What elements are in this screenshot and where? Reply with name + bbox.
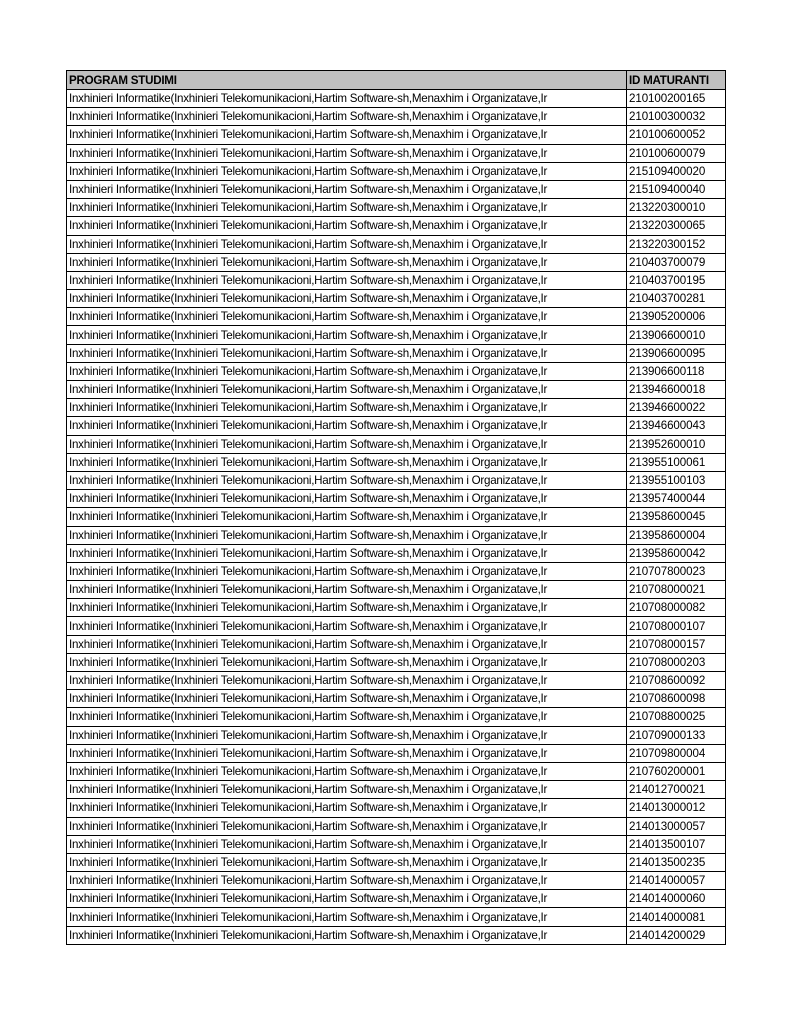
- table-row: [67, 453, 726, 471]
- table-row: [67, 217, 726, 235]
- table-row: [67, 381, 726, 399]
- program-cell: Inxhinieri Informatike(Inxhinieri Telekomunikacioni,Hartim Software-sh,Menaxhim i Organizatave,Ir: [67, 417, 627, 435]
- program-cell: Inxhinieri Informatike(Inxhinieri Telekomunikacioni,Hartim Software-sh,Menaxhim i Organizatave,Ir: [67, 526, 627, 544]
- id-cell: 214014000060: [627, 890, 726, 908]
- table-body: [67, 90, 726, 945]
- program-cell: Inxhinieri Informatike(Inxhinieri Telekomunikacioni,Hartim Software-sh,Menaxhim i Organizatave,Ir: [67, 744, 627, 762]
- id-cell: 213906600095: [627, 344, 726, 362]
- program-cell: Inxhinieri Informatike(Inxhinieri Telekomunikacioni,Hartim Software-sh,Menaxhim i Organizatave,Ir: [67, 544, 627, 562]
- id-cell: 213946600018: [627, 381, 726, 399]
- id-cell: 213958600045: [627, 508, 726, 526]
- id-cell: 215109400040: [627, 180, 726, 198]
- id-cell: 210403700281: [627, 290, 726, 308]
- table-row: [67, 399, 726, 417]
- program-cell: Inxhinieri Informatike(Inxhinieri Telekomunikacioni,Hartim Software-sh,Menaxhim i Organizatave,Ir: [67, 108, 627, 126]
- id-cell: 210709000133: [627, 726, 726, 744]
- table-row: [67, 690, 726, 708]
- id-cell: 213958600042: [627, 544, 726, 562]
- program-cell: Inxhinieri Informatike(Inxhinieri Telekomunikacioni,Hartim Software-sh,Menaxhim i Organizatave,Ir: [67, 344, 627, 362]
- id-cell: 213946600022: [627, 399, 726, 417]
- id-cell: 210708600092: [627, 672, 726, 690]
- program-cell: Inxhinieri Informatike(Inxhinieri Telekomunikacioni,Hartim Software-sh,Menaxhim i Organizatave,Ir: [67, 762, 627, 780]
- program-cell: Inxhinieri Informatike(Inxhinieri Telekomunikacioni,Hartim Software-sh,Menaxhim i Organizatave,Ir: [67, 781, 627, 799]
- id-cell: 210709800004: [627, 744, 726, 762]
- table-row: [67, 562, 726, 580]
- program-cell: Inxhinieri Informatike(Inxhinieri Telekomunikacioni,Hartim Software-sh,Menaxhim i Organizatave,Ir: [67, 617, 627, 635]
- program-cell: Inxhinieri Informatike(Inxhinieri Telekomunikacioni,Hartim Software-sh,Menaxhim i Organizatave,Ir: [67, 908, 627, 926]
- program-cell: Inxhinieri Informatike(Inxhinieri Telekomunikacioni,Hartim Software-sh,Menaxhim i Organizatave,Ir: [67, 90, 627, 108]
- table-row: [67, 799, 726, 817]
- program-cell: Inxhinieri Informatike(Inxhinieri Telekomunikacioni,Hartim Software-sh,Menaxhim i Organizatave,Ir: [67, 490, 627, 508]
- table-row: [67, 581, 726, 599]
- id-cell: 213906600010: [627, 326, 726, 344]
- table-row: [67, 126, 726, 144]
- program-cell: Inxhinieri Informatike(Inxhinieri Telekomunikacioni,Hartim Software-sh,Menaxhim i Organizatave,Ir: [67, 199, 627, 217]
- table-row: [67, 599, 726, 617]
- id-cell: 215109400020: [627, 162, 726, 180]
- table-row: [67, 817, 726, 835]
- id-cell: 214013500107: [627, 835, 726, 853]
- program-cell: Inxhinieri Informatike(Inxhinieri Telekomunikacioni,Hartim Software-sh,Menaxhim i Organizatave,Ir: [67, 853, 627, 871]
- program-cell: Inxhinieri Informatike(Inxhinieri Telekomunikacioni,Hartim Software-sh,Menaxhim i Organizatave,Ir: [67, 399, 627, 417]
- id-cell: 213955100103: [627, 471, 726, 489]
- program-cell: Inxhinieri Informatike(Inxhinieri Telekomunikacioni,Hartim Software-sh,Menaxhim i Organizatave,Ir: [67, 308, 627, 326]
- program-cell: Inxhinieri Informatike(Inxhinieri Telekomunikacioni,Hartim Software-sh,Menaxhim i Organizatave,Ir: [67, 872, 627, 890]
- table-row: [67, 617, 726, 635]
- program-cell: Inxhinieri Informatike(Inxhinieri Telekomunikacioni,Hartim Software-sh,Menaxhim i Organizatave,Ir: [67, 726, 627, 744]
- table-header: [67, 71, 726, 90]
- table-row: [67, 435, 726, 453]
- table-row: [67, 762, 726, 780]
- table-row: [67, 326, 726, 344]
- table-row: [67, 890, 726, 908]
- id-cell: 213957400044: [627, 490, 726, 508]
- program-cell: Inxhinieri Informatike(Inxhinieri Telekomunikacioni,Hartim Software-sh,Menaxhim i Organizatave,Ir: [67, 635, 627, 653]
- program-cell: Inxhinieri Informatike(Inxhinieri Telekomunikacioni,Hartim Software-sh,Menaxhim i Organizatave,Ir: [67, 217, 627, 235]
- id-cell: 210708000021: [627, 581, 726, 599]
- program-cell: Inxhinieri Informatike(Inxhinieri Telekomunikacioni,Hartim Software-sh,Menaxhim i Organizatave,Ir: [67, 672, 627, 690]
- table-row: [67, 417, 726, 435]
- program-cell: Inxhinieri Informatike(Inxhinieri Telekomunikacioni,Hartim Software-sh,Menaxhim i Organizatave,Ir: [67, 562, 627, 580]
- program-cell: Inxhinieri Informatike(Inxhinieri Telekomunikacioni,Hartim Software-sh,Menaxhim i Organizatave,Ir: [67, 162, 627, 180]
- table-row: [67, 108, 726, 126]
- program-cell: Inxhinieri Informatike(Inxhinieri Telekomunikacioni,Hartim Software-sh,Menaxhim i Organizatave,Ir: [67, 708, 627, 726]
- table-row: [67, 144, 726, 162]
- program-cell: Inxhinieri Informatike(Inxhinieri Telekomunikacioni,Hartim Software-sh,Menaxhim i Organizatave,Ir: [67, 690, 627, 708]
- id-cell: 210708000082: [627, 599, 726, 617]
- program-cell: Inxhinieri Informatike(Inxhinieri Telekomunikacioni,Hartim Software-sh,Menaxhim i Organizatave,Ir: [67, 817, 627, 835]
- program-cell: Inxhinieri Informatike(Inxhinieri Telekomunikacioni,Hartim Software-sh,Menaxhim i Organizatave,Ir: [67, 508, 627, 526]
- table-row: [67, 781, 726, 799]
- id-cell: 210403700195: [627, 271, 726, 289]
- program-cell: Inxhinieri Informatike(Inxhinieri Telekomunikacioni,Hartim Software-sh,Menaxhim i Organizatave,Ir: [67, 126, 627, 144]
- id-cell: 213905200006: [627, 308, 726, 326]
- id-cell: 213955100061: [627, 453, 726, 471]
- table-row: [67, 253, 726, 271]
- program-cell: Inxhinieri Informatike(Inxhinieri Telekomunikacioni,Hartim Software-sh,Menaxhim i Organizatave,Ir: [67, 253, 627, 271]
- id-cell: 213220300065: [627, 217, 726, 235]
- table-row: [67, 199, 726, 217]
- table-row: [67, 308, 726, 326]
- header-row: [67, 71, 726, 90]
- id-cell: 210708800025: [627, 708, 726, 726]
- id-cell: 213220300010: [627, 199, 726, 217]
- program-cell: Inxhinieri Informatike(Inxhinieri Telekomunikacioni,Hartim Software-sh,Menaxhim i Organizatave,Ir: [67, 435, 627, 453]
- program-cell: Inxhinieri Informatike(Inxhinieri Telekomunikacioni,Hartim Software-sh,Menaxhim i Organizatave,Ir: [67, 271, 627, 289]
- id-cell: 210100300032: [627, 108, 726, 126]
- student-id-table: [66, 70, 726, 945]
- table-row: [67, 344, 726, 362]
- program-cell: Inxhinieri Informatike(Inxhinieri Telekomunikacioni,Hartim Software-sh,Menaxhim i Organizatave,Ir: [67, 581, 627, 599]
- table-row: [67, 872, 726, 890]
- table-row: [67, 908, 726, 926]
- table-row: [67, 744, 726, 762]
- program-cell: Inxhinieri Informatike(Inxhinieri Telekomunikacioni,Hartim Software-sh,Menaxhim i Organizatave,Ir: [67, 653, 627, 671]
- table-row: [67, 835, 726, 853]
- table-row: [67, 290, 726, 308]
- program-cell: Inxhinieri Informatike(Inxhinieri Telekomunikacioni,Hartim Software-sh,Menaxhim i Organizatave,Ir: [67, 362, 627, 380]
- program-cell: Inxhinieri Informatike(Inxhinieri Telekomunikacioni,Hartim Software-sh,Menaxhim i Organizatave,Ir: [67, 290, 627, 308]
- table-row: [67, 672, 726, 690]
- program-cell: Inxhinieri Informatike(Inxhinieri Telekomunikacioni,Hartim Software-sh,Menaxhim i Organizatave,Ir: [67, 799, 627, 817]
- table-row: [67, 180, 726, 198]
- table-row: [67, 726, 726, 744]
- table-row: [67, 635, 726, 653]
- program-cell: Inxhinieri Informatike(Inxhinieri Telekomunikacioni,Hartim Software-sh,Menaxhim i Organizatave,Ir: [67, 144, 627, 162]
- column-header-program: PROGRAM STUDIMI: [67, 71, 627, 90]
- program-cell: Inxhinieri Informatike(Inxhinieri Telekomunikacioni,Hartim Software-sh,Menaxhim i Organizatave,Ir: [67, 926, 627, 944]
- program-cell: Inxhinieri Informatike(Inxhinieri Telekomunikacioni,Hartim Software-sh,Menaxhim i Organizatave,Ir: [67, 180, 627, 198]
- program-cell: Inxhinieri Informatike(Inxhinieri Telekomunikacioni,Hartim Software-sh,Menaxhim i Organizatave,Ir: [67, 471, 627, 489]
- program-cell: Inxhinieri Informatike(Inxhinieri Telekomunikacioni,Hartim Software-sh,Menaxhim i Organizatave,Ir: [67, 235, 627, 253]
- id-cell: 214013500235: [627, 853, 726, 871]
- table-row: [67, 490, 726, 508]
- table-row: [67, 526, 726, 544]
- id-cell: 210708600098: [627, 690, 726, 708]
- program-cell: Inxhinieri Informatike(Inxhinieri Telekomunikacioni,Hartim Software-sh,Menaxhim i Organizatave,Ir: [67, 890, 627, 908]
- table-row: [67, 235, 726, 253]
- id-cell: 213958600004: [627, 526, 726, 544]
- id-cell: 213906600118: [627, 362, 726, 380]
- table-row: [67, 271, 726, 289]
- id-cell: 210100600052: [627, 126, 726, 144]
- table-row: [67, 90, 726, 108]
- id-cell: 214014000081: [627, 908, 726, 926]
- id-cell: 213946600043: [627, 417, 726, 435]
- id-cell: 214012700021: [627, 781, 726, 799]
- table-row: [67, 162, 726, 180]
- id-cell: 214013000057: [627, 817, 726, 835]
- program-cell: Inxhinieri Informatike(Inxhinieri Telekomunikacioni,Hartim Software-sh,Menaxhim i Organizatave,Ir: [67, 381, 627, 399]
- column-header-id: ID MATURANTI: [627, 71, 726, 90]
- program-cell: Inxhinieri Informatike(Inxhinieri Telekomunikacioni,Hartim Software-sh,Menaxhim i Organizatave,Ir: [67, 453, 627, 471]
- id-cell: 213220300152: [627, 235, 726, 253]
- id-cell: 210760200001: [627, 762, 726, 780]
- program-cell: Inxhinieri Informatike(Inxhinieri Telekomunikacioni,Hartim Software-sh,Menaxhim i Organizatave,Ir: [67, 835, 627, 853]
- table-row: [67, 653, 726, 671]
- table-row: [67, 926, 726, 944]
- id-cell: 213952600010: [627, 435, 726, 453]
- table-row: [67, 471, 726, 489]
- id-cell: 214013000012: [627, 799, 726, 817]
- program-cell: Inxhinieri Informatike(Inxhinieri Telekomunikacioni,Hartim Software-sh,Menaxhim i Organizatave,Ir: [67, 326, 627, 344]
- id-cell: 210708000107: [627, 617, 726, 635]
- id-cell: 210100200165: [627, 90, 726, 108]
- id-cell: 210403700079: [627, 253, 726, 271]
- id-cell: 210707800023: [627, 562, 726, 580]
- id-cell: 210708000203: [627, 653, 726, 671]
- table-row: [67, 508, 726, 526]
- table-row: [67, 708, 726, 726]
- id-cell: 210100600079: [627, 144, 726, 162]
- id-cell: 214014000057: [627, 872, 726, 890]
- program-cell: Inxhinieri Informatike(Inxhinieri Telekomunikacioni,Hartim Software-sh,Menaxhim i Organizatave,Ir: [67, 599, 627, 617]
- id-cell: 214014200029: [627, 926, 726, 944]
- table-row: [67, 544, 726, 562]
- table-row: [67, 853, 726, 871]
- id-cell: 210708000157: [627, 635, 726, 653]
- table-row: [67, 362, 726, 380]
